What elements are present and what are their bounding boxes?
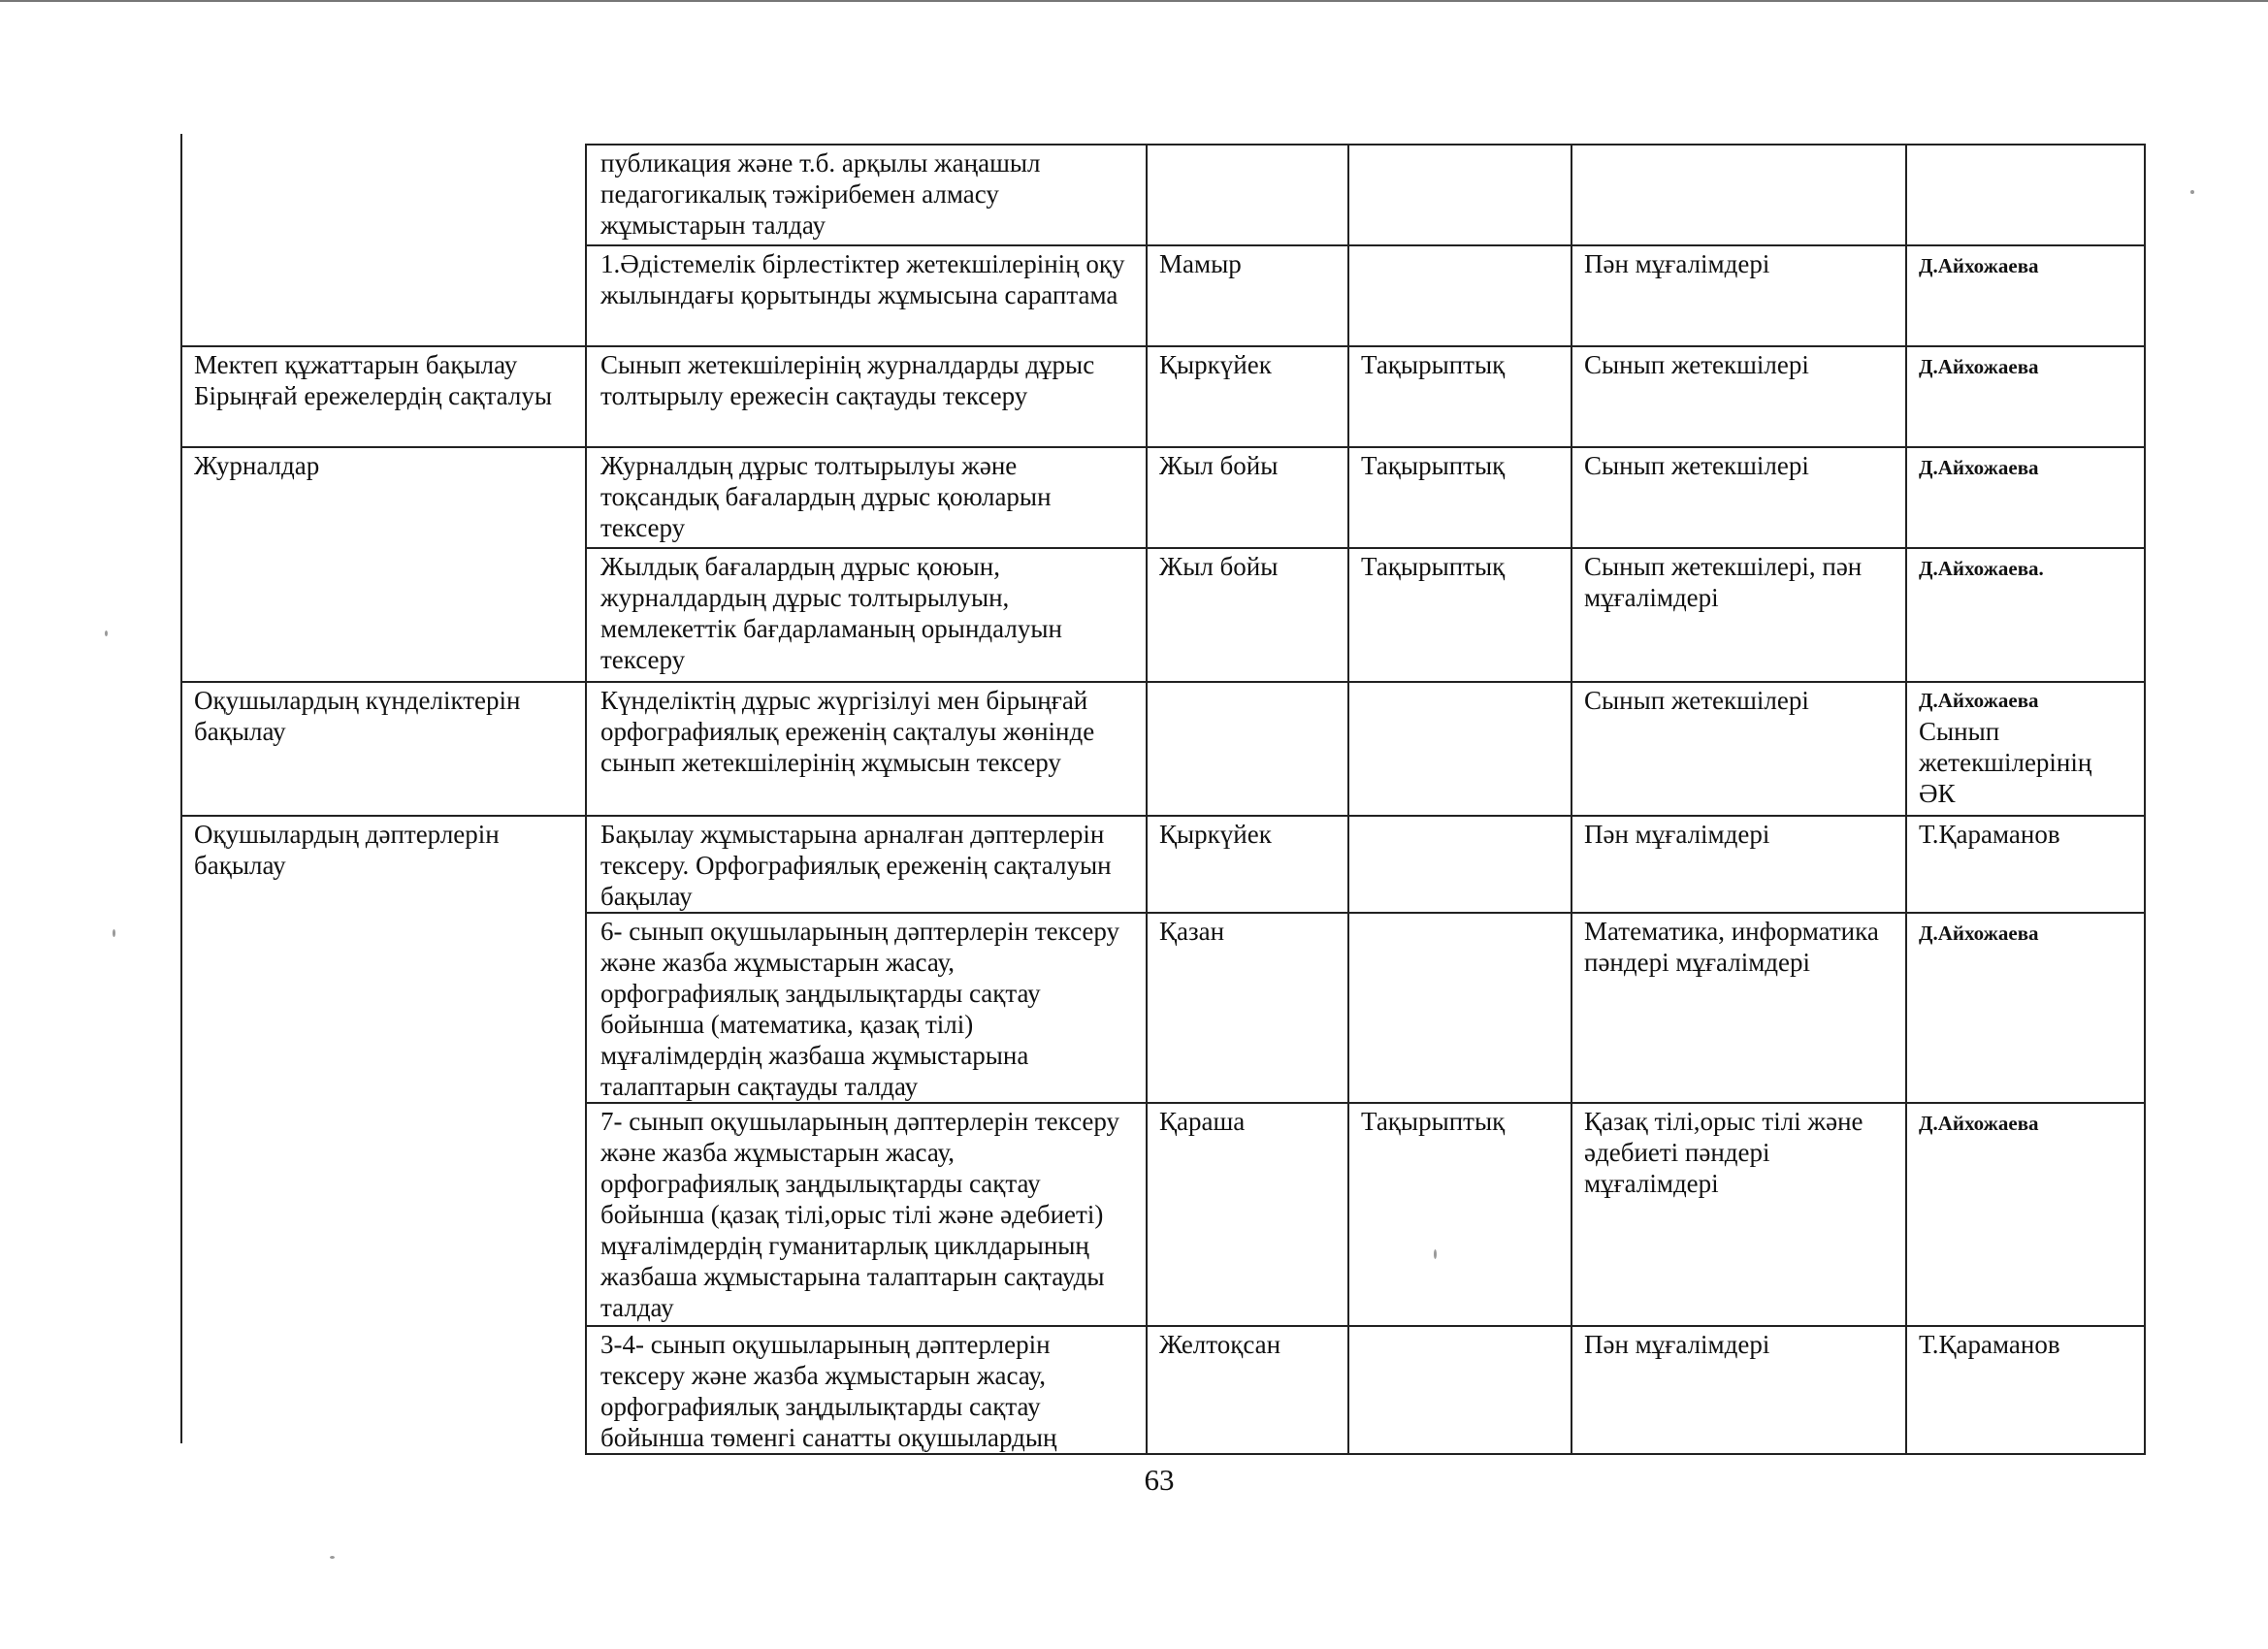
content-cell: 3-4- сынып оқушыларының дәптерлерін тексеру және жазба жұмыстарын жасау, орфографиялық заңдылықтарды сақтау бойынша төменгі санатты оқушылардың: [586, 1326, 1147, 1454]
type-cell: [1348, 816, 1571, 913]
responsible-cell: [1906, 548, 2145, 682]
type-cell: [1348, 913, 1571, 1103]
type-cell: Тақырыптық: [1348, 1103, 1571, 1326]
scan-speck: [105, 630, 108, 636]
scan-speck: [1434, 1249, 1437, 1259]
participants-cell: Сынып жетекшілері: [1571, 682, 1906, 816]
period-cell: Қараша: [1147, 1103, 1348, 1326]
responsible-cell: [1906, 145, 2145, 245]
control-plan-table: [182, 144, 2146, 1455]
type-cell: [1348, 145, 1571, 245]
content-cell: Бақылау жұмыстарына арналған дәптерлерін тексеру. Орфографиялық ереженің сақталуын бақылау: [586, 816, 1147, 913]
content-cell: Жылдық бағалардың дұрыс қоюын, журналдардың дұрыс толтырылуын, мемлекеттік бағдарламаның орындалуын тексеру: [586, 548, 1147, 682]
period-cell: Қыркүйек: [1147, 816, 1348, 913]
content-cell: Сынып жетекшілерінің журналдарды дұрыс толтырылу ережесін сақтауды тексеру: [586, 346, 1147, 447]
participants-cell: [1571, 145, 1906, 245]
type-cell: [1348, 1326, 1571, 1454]
participants-cell: Сынып жетекшілері: [1571, 346, 1906, 447]
page-number: 63: [1144, 1463, 1175, 1497]
section-cell: [182, 1103, 586, 1326]
type-cell: Тақырыптық: [1348, 548, 1571, 682]
responsible-name: Д.Айхожаева: [1919, 922, 2039, 945]
section-cell: Мектеп құжаттарын бақылау Бірыңғай ережелердің сақталуы: [182, 346, 586, 447]
responsible-name: Д.Айхожаева: [1919, 689, 2039, 712]
responsible-name: Д.Айхожаева.: [1919, 557, 2044, 580]
table-row: [182, 1326, 2145, 1454]
period-cell: Жыл бойы: [1147, 447, 1348, 548]
responsible-extra: Сынып жетекшілерінің ӘК: [1919, 717, 2092, 808]
period-cell: [1147, 145, 1348, 245]
participants-cell: Математика, информатика пәндері мұғалімдері: [1571, 913, 1906, 1103]
table-row: [182, 816, 2145, 913]
content-cell: Журналдың дұрыс толтырылуы және тоқсандық бағалардың дұрыс қоюларын тексеру: [586, 447, 1147, 548]
participants-cell: Пән мұғалімдері: [1571, 816, 1906, 913]
scan-speck: [113, 929, 115, 937]
content-cell: публикация және т.б. арқылы жаңашыл педагогикалық тәжірибемен алмасу жұмыстарын талдау: [586, 145, 1147, 245]
section-cell: [182, 245, 586, 346]
type-cell: [1348, 245, 1571, 346]
period-cell: [1147, 682, 1348, 816]
scan-speck: [2190, 190, 2194, 194]
participants-cell: Пән мұғалімдері: [1571, 245, 1906, 346]
section-cell: Оқушылардың дәптерлерін бақылау: [182, 816, 586, 913]
participants-cell: Қазақ тілі,орыс тілі және әдебиеті пәндері мұғалімдері: [1571, 1103, 1906, 1326]
period-cell: Қазан: [1147, 913, 1348, 1103]
content-cell: 7- сынып оқушыларының дәптерлерін тексеру және жазба жұмыстарын жасау, орфографиялық заңдылықтарды сақтау бойынша (қазақ тілі,орыс тілі және әдебиеті) мұғалімдердің гуманитарлық циклдарының жазбаша жұмыстарына талаптарын сақтауды талдау: [586, 1103, 1147, 1326]
section-cell: Журналдар: [182, 447, 586, 548]
responsible-cell: [1906, 447, 2145, 548]
responsible-cell: Т.Қараманов: [1906, 1326, 2145, 1454]
type-cell: Тақырыптық: [1348, 346, 1571, 447]
table-row: [182, 548, 2145, 682]
section-cell: Оқушылардың күнделіктерін бақылау: [182, 682, 586, 816]
responsible-cell: [1906, 346, 2145, 447]
table-row: [182, 447, 2145, 548]
table-row: [182, 1103, 2145, 1326]
responsible-cell: [1906, 913, 2145, 1103]
section-cell: [182, 145, 586, 245]
table-row: [182, 913, 2145, 1103]
responsible-cell: [1906, 682, 2145, 816]
period-cell: Желтоқсан: [1147, 1326, 1348, 1454]
table-row: [182, 682, 2145, 816]
period-cell: Мамыр: [1147, 245, 1348, 346]
responsible-cell: [1906, 1103, 2145, 1326]
type-cell: [1348, 682, 1571, 816]
period-cell: Қыркүйек: [1147, 346, 1348, 447]
content-cell: 6- сынып оқушыларының дәптерлерін тексеру және жазба жұмыстарын жасау, орфографиялық заңдылықтарды сақтау бойынша (математика, қазақ тілі) мұғалімдердің жазбаша жұмыстарына талаптарын сақтауды талдау: [586, 913, 1147, 1103]
responsible-cell: Т.Қараманов: [1906, 816, 2145, 913]
section-cell: [182, 1326, 586, 1454]
responsible-name: Д.Айхожаева: [1919, 456, 2039, 479]
period-cell: Жыл бойы: [1147, 548, 1348, 682]
responsible-name: Д.Айхожаева: [1919, 254, 2039, 277]
content-cell: Күнделіктің дұрыс жүргізілуі мен бірыңғай орфографиялық ереженің сақталуы жөнінде сынып жетекшілерінің жұмысын тексеру: [586, 682, 1147, 816]
responsible-name: Д.Айхожаева: [1919, 1112, 2039, 1135]
participants-cell: Сынып жетекшілері: [1571, 447, 1906, 548]
table-row: [182, 245, 2145, 346]
section-cell: [182, 913, 586, 1103]
participants-cell: Пән мұғалімдері: [1571, 1326, 1906, 1454]
scan-top-edge: [0, 0, 2268, 2]
table-row: [182, 145, 2145, 245]
table-row: [182, 346, 2145, 447]
section-cell: [182, 548, 586, 682]
participants-cell: Сынып жетекшілері, пән мұғалімдері: [1571, 548, 1906, 682]
type-cell: Тақырыптық: [1348, 447, 1571, 548]
scan-speck: [330, 1556, 335, 1559]
responsible-cell: [1906, 245, 2145, 346]
content-cell: 1.Әдістемелік бірлестіктер жетекшілерінің оқу жылындағы қорытынды жұмысына сараптама: [586, 245, 1147, 346]
responsible-name: Д.Айхожаева: [1919, 355, 2039, 378]
